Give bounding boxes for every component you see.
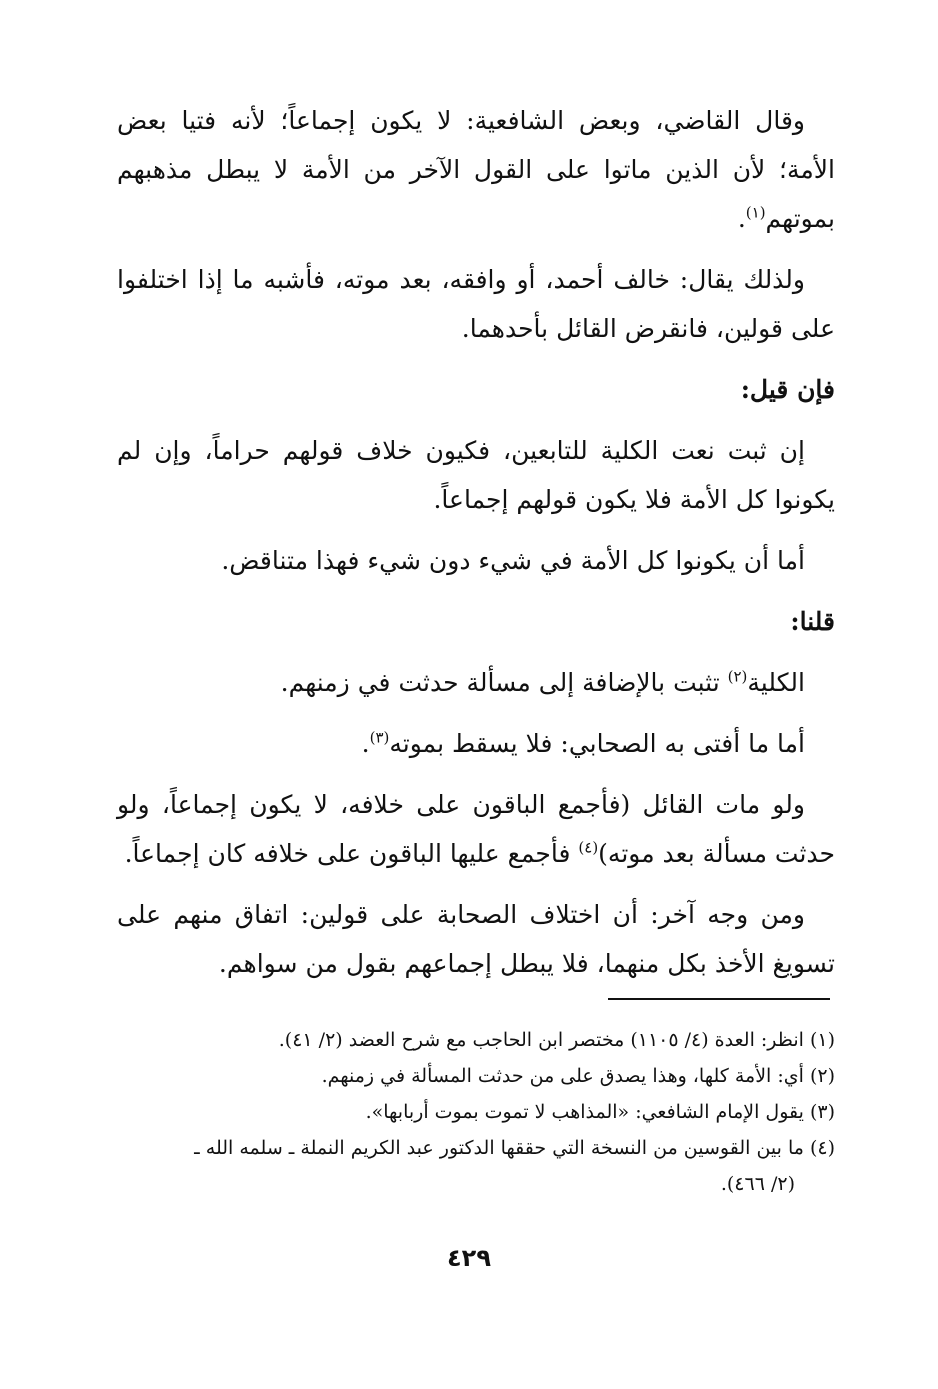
footnote-ref[interactable]: (٣) [369,728,390,747]
paragraph-2 [117,255,835,353]
footnote-4 [107,1130,835,1202]
paragraph-1 [117,96,835,243]
footnote-number: (٣) [809,1101,835,1123]
paragraph-tail: تثبت بالإضافة إلى مسألة حدثت في زمنهم. [280,668,728,697]
paragraph-text: أما ما أفتى به الصحابي: فلا يسقط بموته [389,729,805,758]
section-heading-reply: قلنا: [790,607,835,636]
footnote-ref[interactable]: (١) [745,203,766,222]
footnote-text: ما بين القوسين من النسخة التي حققها الدكتور عبد الكريم النملة ـ سلمه الله ـ [194,1137,804,1159]
main-text [117,96,835,1000]
footnote-text: انظر: العدة (٤/ ١١٠٥) مختصر ابن الحاجب مع شرح العضد (٢/ ٤١). [278,1029,804,1051]
paragraph-text: الكلية [747,668,805,697]
footnote-number: (١) [809,1029,835,1051]
paragraph-tail: . [737,204,746,233]
footnote-continuation: (٢/ ٤٦٦). [720,1173,795,1195]
paragraph-4 [117,536,835,585]
paragraph-text: وقال القاضي، وبعض الشافعية: لا يكون إجماعاً؛ لأنه فتيا بعض الأمة؛ لأن الذين ماتوا على القول الآخر من الأمة لا يبطل مذهبهم بموتهم [117,106,835,233]
section-heading-objection: فإن قيل: [740,375,835,404]
paragraph-text: ولذلك يقال: خالف أحمد، أو وافقه، بعد موته، فأشبه ما إذا اختلفوا على قولين، فانقرض القائل بأحدهما. [117,265,835,343]
footnote-ref[interactable]: (٢) [727,667,748,686]
footnote-text: أي: الأمة كلها، وهذا يصدق على من حدثت المسألة في زمنهم. [321,1065,804,1087]
footnote-divider [608,998,830,1000]
footnote-2 [107,1058,835,1094]
paragraph-8 [117,890,835,988]
paragraph-text: ولو مات القائل (فأجمع الباقون على خلافه، لا يكون إجماعاً، ولو حدثت مسألة بعد موته) [117,790,835,868]
footnote-1 [107,1022,835,1058]
footnote-number: (٢) [809,1065,835,1087]
footnote-number: (٤) [809,1137,835,1159]
footnote-3 [107,1094,835,1130]
paragraph-tail: فأجمع عليها الباقون على خلافه كان إجماعاً. [124,839,579,868]
paragraph-text: إن ثبت نعت الكلية للتابعين، فكيون خلاف قولهم حراماً، وإن لم يكونوا كل الأمة فلا يكون قولهم إجماعاً. [117,436,835,514]
paragraph-3 [117,426,835,524]
paragraph-5 [117,658,835,707]
paragraph-tail: . [361,729,370,758]
footnotes [107,1022,835,1202]
paragraph-7 [117,780,835,878]
page-number: ٤٢٩ [447,1244,491,1272]
footnote-text: يقول الإمام الشافعي: «المذاهب لا تموت بموت أربابها». [365,1101,804,1123]
paragraph-6 [117,719,835,768]
footnote-ref[interactable]: (٤) [578,838,599,857]
paragraph-text: ومن وجه آخر: أن اختلاف الصحابة على قولين: اتفاق منهم على تسويغ الأخذ بكل منهما، فلا يبطل إجماعهم بقول من سواهم. [117,900,835,978]
paragraph-text: أما أن يكونوا كل الأمة في شيء دون شيء فهذا متناقض. [221,546,805,575]
